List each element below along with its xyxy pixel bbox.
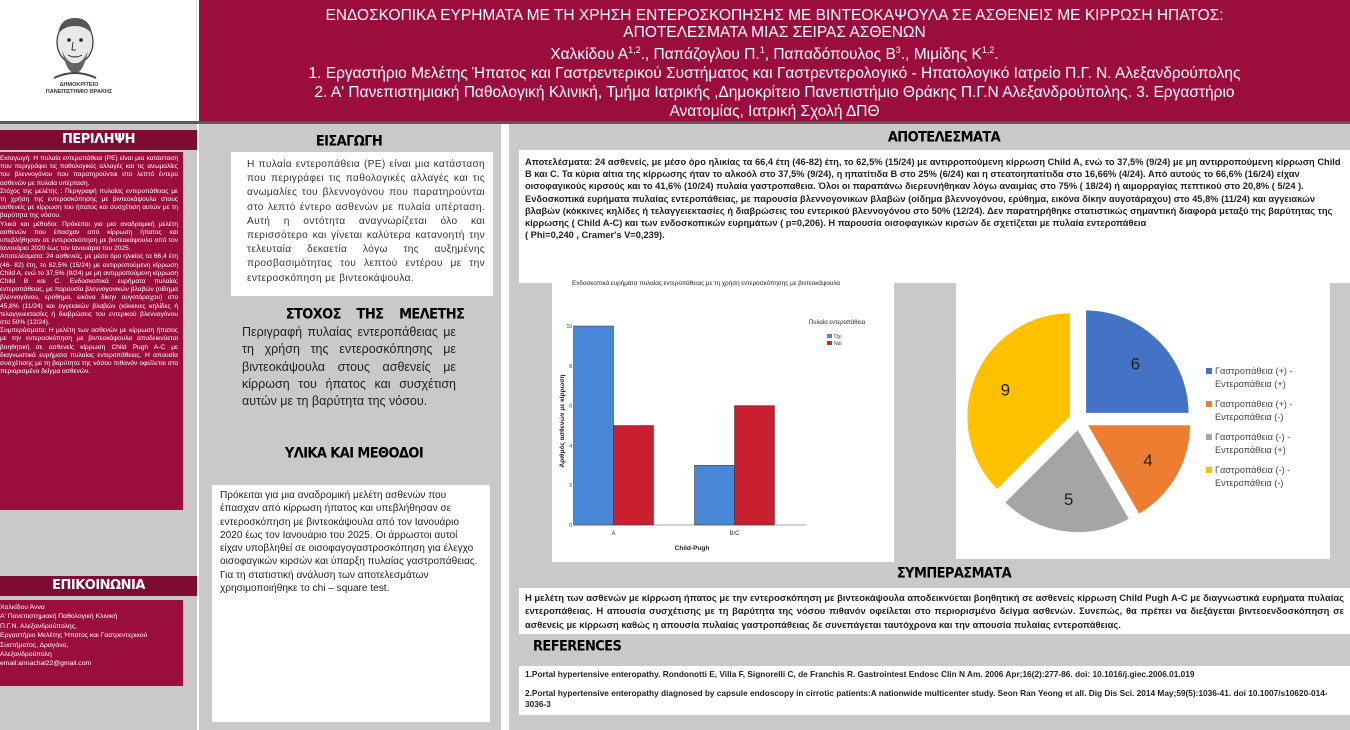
bar-y-tick-label: 10 (566, 324, 572, 330)
logo-caption: ΔΗΜΟΚΡΙΤΕΙΟ ΠΑΝΕΠΙΣΤΗΜΙΟ ΘΡΑΚΗΣ (45, 82, 113, 95)
references-title: REFERENCES (533, 638, 622, 655)
contact-text: Χαλκίδου Άννα Α' Πανεπιστημιακή Παθολογική Κλινική Π.Γ.Ν. Αλεξανδρούπολης, Εργαστήριο Μελέτης Ήπατος και Γαστρεντερικού Συστήματος, Δραγάνα, Αλεξανδρούπολη email:annachal22@gmail.com (0, 604, 148, 668)
pie-legend-label-line2: Εντεροπάθεια (-) (1215, 478, 1284, 488)
bar-y-tick-label: 2 (569, 483, 572, 490)
reference-1: 1.Portal hypertensive enteropathy. Rondonotti E, Villa F, Signorelli C, de Franchis R. Gastrointest Endosc Clin N Am. 2006 Apr;16(2):277-86. doi: 10.1016/j.giec.2006.01.019 (525, 669, 1195, 679)
pie-value-label: 6 (1130, 354, 1141, 374)
conclusions-title: ΣΥΜΠΕΡΑΣΜΑΤΑ (896, 565, 1012, 582)
bar-legend-label: Όχι (834, 334, 842, 340)
pie-legend-label-line2: Εντεροπάθεια (-) (1215, 412, 1284, 422)
university-logo-box (0, 0, 197, 120)
bar-B/C-Ναι (735, 406, 775, 525)
contact-title: ΕΠΙΚΟΙΝΩΝΙΑ (0, 576, 197, 596)
aim-text: Περιγραφή πυλαίας εντεροπάθειας με τη χρήση της εντεροσκόπησης με βιντεοκάψουλα στους ασθενείς με κίρρωση του ήπατος και συσχέτιση αυτών με τη βαρύτητα της νόσου. (242, 325, 456, 409)
reference-2-box (519, 685, 1350, 715)
bar-y-tick-label: 0 (569, 523, 572, 529)
left-column (0, 124, 197, 730)
bar-chart (552, 271, 894, 562)
middle-column (199, 124, 501, 730)
summary-title: ΠΕΡΙΛΗΨΗ (0, 130, 197, 150)
pie-legend-label-line1: Γαστροπάθεια (+) - (1215, 366, 1293, 376)
pie-value-label: 4 (1143, 450, 1153, 470)
contact-panel (0, 600, 183, 686)
affiliation-line1: 1. Εργαστήριο Μελέτης Ήπατος και Γαστρεντερικού Συστήματος και Γαστρεντερολογικό - Ηπατολογικό Ιατρείο Π.Γ. Ν. Αλεξανδρούπολης (308, 65, 1241, 83)
pie-chart (956, 276, 1330, 559)
conclusions-text: Η μελέτη των ασθενών με κίρρωση ήπατος με την εντεροσκόπηση με βιντεοκάψουλα αποδεικνύεται βοηθητική σε ασθενείς κίρρωση Child Pugh A-C με διαγνωστικά ευρήματα πυλαίας εντεροπάθειας. Η απουσία συσχέτισης με τη βαρύτητα της νόσου πιθανόν οφείλεται στο περιορισμένο δείγμα ασθενών. Συνεπώς, θα πρέπει να διεξάγεται βιντεοενδοσκόπηση σε ασθενείς με κίρρωση καθώς η απουσία πυλαίας γαστροπάθειας δε συνεπάγεται ταυτόχρονα και την απουσία πυλαίας εντεροπάθειας. (525, 592, 1344, 630)
bar-chart-ylabel: Αριθμός ασθενών με κίρρωση (559, 374, 566, 468)
bar-x-tick-label: A (611, 531, 616, 537)
bar-A-Ναι (614, 426, 654, 526)
pie-legend-swatch (1206, 368, 1212, 374)
summary-text: Εισαγωγή: Η πυλαία εντεροπάθεια (ΡΕ) είναι μια κατάσταση που περιγράφει τις παθολογικές αλλαγές και τις ανωμαλίες του βλεννογόνου που παρατηρούνται στο λεπτό έντερο ασθενών με πυλαία υπέρταση. Στόχος της μελέτης : Περιγραφή πυλαίας εντεροπάθειας με τη χρήση της εντεροσκόπησης με βιντεοκάψουλα στους ασθενείς με κίρρωση του ήπατος και συσχέτιση αυτών με τη βαρύτητα της νόσου. Υλικά και μέθοδοι: Πρόκειται για μια αναδρομική μελέτη ασθενών που έπασχαν από κίρρωση ήπατος και υπεβλήθησαν σε εντεροσκόπηση με βιντεοκάψουλα από τον Ιανουάριο 2020 έως τον Ιανουάριο του 2025. Αποτελέσματα: 24 ασθενείς, με μέσο όρο ηλικίας τα 66,4 έτη (46- 82) έτη, το 62,5% (15/24) με αντιρροπούμενη κίρρωση Child A, ενώ το 37,5% (9/24) με μη αντιρροπούμενη κίρρωση Child B και C. Ενδοσκοπικά ευρήματα πυλαίας εντεροπάθειας, με παρουσία βλεννογονικών βλαβών (οίδημα βλεννογόνου, ερύθημα, εικόνα δίκην αυγοτάραχου) στο 45,8% (11/24) και αγγειακών βλαβών (κόκκινες κηλίδες ή τελαγγειεκτασίες ή διαβρώσεις του εντερικού βλεννογόνου στο 50% (12/24). Συμπεράσματα: Η μελέτη των ασθενών με κίρρωση ήπατος με την εντεροσκόπηση με βιντεοκάψουλα αποδεικνύεται βοηθητική σε ασθενείς κίρρωση Child Pugh A-C με διαγνωστικά ευρήματα πυλαίας εντεροπάθειας. Η απουσία συσχέτισης με τη βαρύτητα της νόσου πιθανόν οφείλεται στο περιορισμένο δείγμα ασθενών. (0, 155, 178, 376)
reference-2: 2.Portal hypertensive enteropathy diagnosed by capsule endoscopy in cirrotic patients:A nationwide multicenter study. Seon Ran Yeong et all. Dig Dis Sci. 2014 May;59(5):1036-41. doi 10.1007/s10620-014-3036-3 (525, 688, 1328, 709)
summary-panel (0, 152, 183, 510)
methods-text: Πρόκειται για μια αναδρομική μελέτη ασθενών που έπασχαν από κίρρωση ήπατος και υπεβλήθησαν σε εντεροσκόπηση με βιντεοκάψουλα από τον Ιανουάριο 2020 έως τον Ιανουάριο του 2025. Οι άρρωστοι αυτοί είχαν υποβληθεί σε οισοφαγογαστροσκόπηση για έλεγχο οισοφαγικών κιρσών και ύπαρξη πυλαίας γαστροπάθειας. Για τη στατιστική ανάλυση των αποτελεσμάτων χρησιμοποιήθηκε το chi – square test. (220, 490, 478, 595)
pie-legend-label-line2: Εντεροπάθεια (+) (1215, 379, 1286, 389)
pie-legend-swatch (1206, 401, 1212, 407)
pie-legend-label-line2: Εντεροπάθεια (+) (1215, 445, 1286, 455)
bar-legend-title: Πυλαία εντεροπάθεια (808, 320, 866, 326)
poster-authors: Χαλκίδου Α$^{1,2}$., Παπάζογλου Π.$^1$, Παπαδόπουλος $B^3$., Μιμίδης Κ$^{1,2}$. (550, 45, 999, 64)
bar-A-Όχι (574, 326, 614, 525)
bar-y-tick-label: 4 (569, 443, 572, 450)
pie-value-label: 5 (1063, 490, 1074, 510)
bar-chart-title: Ενδοσκοπικά ευρήματα πυλαίας εντεροπάθειας με τη χρήση εντεροσκόπησης με βιντεοκάψουλα (572, 280, 841, 287)
pie-legend-label-line1: Γαστροπάθεια (-) - (1215, 432, 1291, 442)
pie-legend-label-line1: Γαστροπάθεια (+) - (1215, 399, 1293, 409)
poster-title-line2: ΑΠΟΤΕΛΕΣΜΑΤΑ ΜΙΑΣ ΣΕΙΡΑΣ ΑΣΘΕΝΩΝ (623, 24, 926, 41)
intro-title: ΕΙΣΑΓΩΓΗ (315, 133, 383, 150)
pie-value-label: 9 (1000, 380, 1011, 400)
intro-box (231, 152, 493, 296)
pie-legend-swatch (1206, 434, 1212, 440)
bar-y-tick-label: 8 (569, 363, 572, 370)
aim-title: ΣΤΟΧΟΣ ΤΗΣ ΜΕΛΕΤΗΣ (285, 306, 465, 323)
conclusions-box (519, 588, 1350, 634)
affiliation-line3: Ανατομίας, Ιατρική Σχολή ΔΠΘ (669, 103, 880, 121)
reference-1-box (519, 666, 1350, 686)
intro-text: Η πυλαία εντεροπάθεια (ΡΕ) είναι μια κατάσταση που περιγράφει τις παθολογικές αλλαγές και τις ανωμαλίες του βλεννογόνου που παρατηρούνται στο λεπτό έντερο ασθενών με πυλαία υπέρταση. Αυτή η οντότητα αναγνωρίζεται όλο και περισσότερο και γίνεται καλύτερα κατανοητή την τελευταία δεκαετία λόγω της αυξημένης προσβασιμότητας του λεπτού εντέρου με την εντεροσκόπηση με βιντεοκάψουλα. (247, 159, 485, 284)
methods-title: ΥΛΙΚΑ ΚΑΙ ΜΕΘΟΔΟΙ (284, 445, 424, 462)
results-box (519, 150, 1350, 283)
bar-legend-swatch (827, 341, 832, 345)
pie-legend-swatch (1206, 467, 1212, 473)
results-text: Αποτελέσματα: 24 ασθενείς, με μέσο όρο ηλικίας τα 66,4 έτη (46-82) έτη, το 62,5% (15/24) με αντιρροπούμενη κίρρωση Child A, ενώ το 37,5% (9/24) με μη αντιρροπούμενη κίρρωση Child B και C. Τα κύρια αίτια της κίρρωσης ήταν το αλκοόλ στο 37,5% (9/24), η ηπατίτιδα Β στο 25% (6/24) και η στεατοηπατίτιδα στο 16,66% (4/24). Από αυτούς το 66,6% (16/24) είχαν οισοφαγικούς κιρσούς και το 41,6% (10/24) πυλαία γαστροπαθεια. Όλοι οι παραπάνω διερευνήθηκαν λόγω αναιμίας στο 75% ( 18/24) ή αιμορραγίας πεπτικού στο 20,8% ( 5/24 ). Ενδοσκοπικά ευρήματα πυλαίας εντεροπάθειας, με παρουσία βλεννογονικων βλαβών (οίδημα βλεννογόνου, ερύθημα, εικόνα δίκην αυγοτάραχου) στο 45,8% (11/24) και αγγειακών βλαβών (κόκκινες κηλίδες ή τελαγγειεκτασίες ή διαβρώσεις του εντερικού βλεννογόνου στο 50% (12/24). Δεν παρατηρήθηκε στατιστικώς σημαντική διαφορά μεταξύ της βαρύτητας της κίρρωσης ( Child A-C) και των ενδοσκοπικών ευρημάτων ( p=0,206). Η παρουσία οισοφαγικών κιρσών δε σχετίζεται με πυλαία εντεροπάθεια ( Phi=0,240 , Cramer's V=0,239). (525, 157, 1341, 241)
bar-chart-xlabel: Child-Pugh (674, 545, 710, 552)
affiliation-line2: 2. Α' Πανεπιστημιακή Παθολογική Κλινική, Τμήμα Ιατρικής ,Δημοκρίτειο Πανεπιστήμιο Θράκης Π.Γ.Ν Αλεξανδρούπολης. 3. Εργαστήριο (314, 84, 1235, 102)
bar-legend-swatch (827, 334, 832, 338)
pie-legend-label-line1: Γαστροπάθεια (-) - (1215, 465, 1291, 475)
poster-title-line1: ΕΝΔΟΣΚΟΠΙΚΑ ΕΥΡΗΜΑΤΑ ΜΕ ΤΗ ΧΡΗΣΗ ΕΝΤΕΡΟΣΚΟΠΗΣΗΣ ΜΕ ΒΙΝΤΕΟΚΑΨΟΥΛΑ ΣΕ ΑΣΘΕΝΕΙΣ ΜΕ ΚΙΡΡΩΣΗ ΗΠΑΤΟΣ: (325, 7, 1224, 24)
results-title: ΑΠΟΤΕΛΕΣΜΑΤΑ (887, 129, 1001, 146)
poster-header (199, 0, 1350, 121)
bar-chart-panel (552, 271, 894, 562)
bar-x-tick-label: B/C (729, 531, 740, 537)
bar-y-tick-label: 6 (569, 403, 572, 410)
methods-box (212, 485, 490, 722)
pie-chart-panel (956, 276, 1330, 559)
bar-B/C-Όχι (695, 465, 735, 525)
democritus-head-logo-icon (46, 12, 104, 82)
bar-legend-label: Ναι (834, 341, 842, 347)
